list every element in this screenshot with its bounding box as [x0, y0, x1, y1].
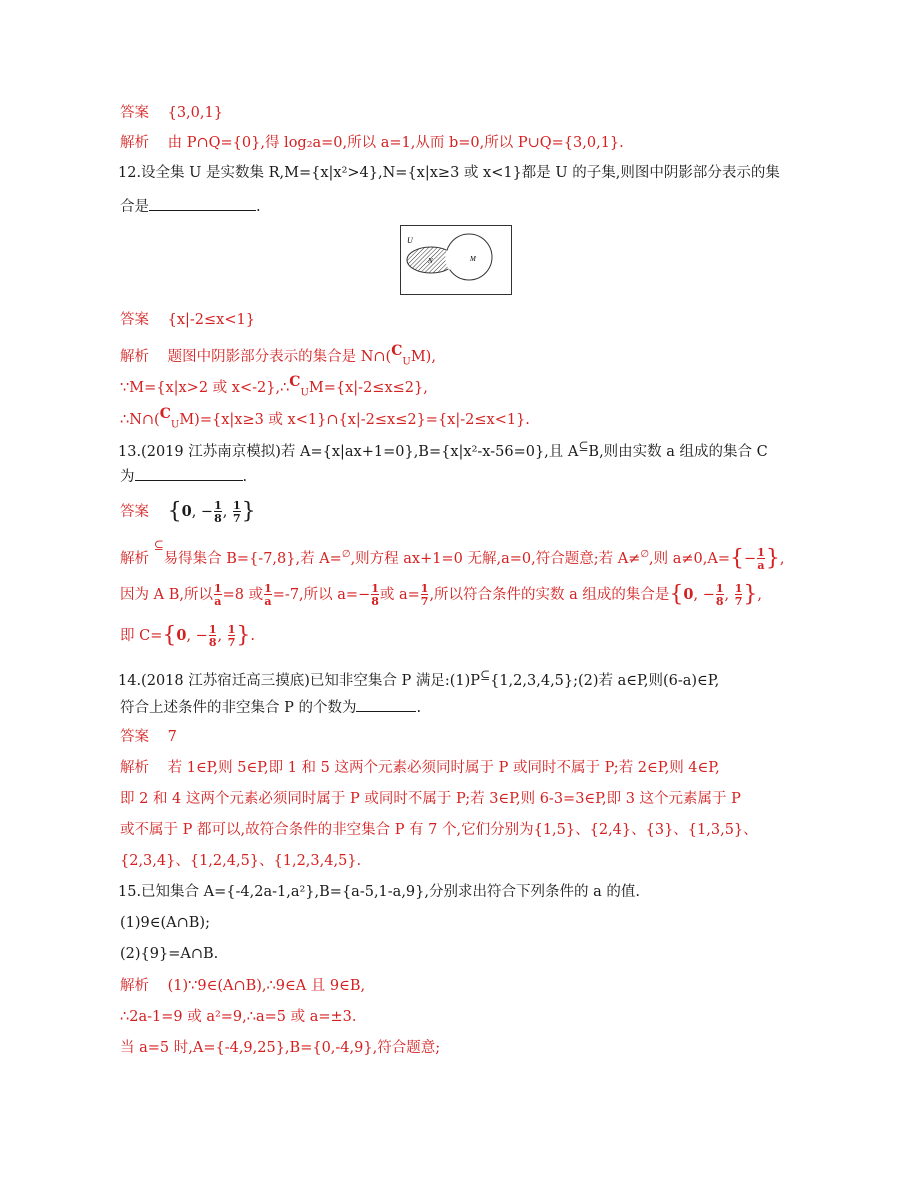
- q12-answer: [120, 310, 255, 330]
- q12-line2-text: 合是: [120, 199, 149, 215]
- numerator: 1: [264, 582, 272, 595]
- q13-answer-set: {0, − $\frac{1}{8}$ , $\frac{1}{7}$ }: [167, 499, 256, 525]
- set-element-zero: 0: [181, 503, 192, 520]
- denominator: a: [757, 558, 765, 572]
- q12-question-line2: [120, 196, 261, 217]
- q14-a1: 若 1∈P,则 5∈P,即 1 和 5 这两个元素必须同时属于 P 或同时不属于 P;若 2∈P,则 4∈P,: [167, 760, 720, 776]
- analysis-label: 解析: [120, 760, 149, 776]
- q13-line1-pre: 13.(2019 江苏南京模拟)若 A={x|ax+1=0},B={x|x²-x-56=0},且 A: [118, 443, 579, 460]
- fraction-one-over-a: [214, 583, 222, 607]
- q11-answer-value: {3,0,1}: [167, 105, 223, 121]
- denominator: 8: [371, 595, 379, 608]
- answer-blank: [149, 196, 256, 211]
- q14-line1-pre: 14.(2018 江苏宿迁高三摸底)已知非空集合 P 满足:(1)P: [118, 672, 481, 689]
- analysis-label: 解析: [120, 978, 149, 994]
- q13-a2-text2: =8 或: [222, 587, 264, 603]
- q15-analysis-line3: 当 a=5 时,A={-4,9,25},B={0,-4,9},符合题意;: [120, 1040, 441, 1056]
- separator: ,: [222, 504, 228, 520]
- empty-set-symbol: ∅: [341, 549, 351, 560]
- q15-analysis-line2: ∴2a-1=9 或 a²=9,∴a=5 或 a=±3.: [120, 1009, 357, 1025]
- analysis-label: 解析: [120, 348, 149, 365]
- q13-question-line1: [118, 436, 768, 462]
- q15-analysis-line1: [120, 976, 365, 996]
- answer-label: 答案: [120, 105, 149, 121]
- complement-symbol: C: [159, 406, 171, 422]
- fraction-one-seventh: [233, 500, 241, 524]
- q15-question-line3: (2){9}=A∩B.: [120, 946, 219, 962]
- q14-analysis-line2: 即 2 和 4 这两个元素必须同时属于 P 或同时不属于 P;若 3∈P,则 6-3=3∈P,即 3 这个元素属于 P: [120, 791, 741, 807]
- q13-a2-text4: 或 a=: [379, 587, 420, 603]
- complement-subscript: U: [402, 356, 411, 368]
- numerator: 1: [214, 499, 222, 512]
- subset-symbol: ⊆: [153, 538, 164, 552]
- q14-answer: [120, 727, 177, 747]
- q13-a2-text3: =-7,所以 a=: [272, 587, 359, 603]
- empty-set-symbol: ∅: [640, 549, 650, 560]
- numerator: 1: [232, 499, 241, 512]
- q12-analysis-line1: [120, 341, 436, 373]
- q13-question-line2: [120, 466, 247, 487]
- q14-analysis-line1: [120, 758, 720, 778]
- q14-line2-end: .: [416, 700, 422, 716]
- minus-sign: −: [200, 504, 214, 520]
- q14-question-line2: [120, 697, 421, 718]
- denominator: a: [264, 595, 272, 608]
- q15-question-line2: (1)9∈(A∩B);: [120, 915, 210, 931]
- fraction-one-eighth: [214, 500, 222, 524]
- q13-a3-end: .: [250, 628, 255, 644]
- q12-a1-post: M),: [410, 348, 436, 365]
- q11-analysis: [120, 133, 624, 153]
- analysis-label: 解析: [120, 550, 149, 567]
- venn-label-m: M: [470, 255, 476, 263]
- q13-line2-end: .: [242, 469, 248, 485]
- analysis-label: 解析: [120, 135, 149, 151]
- fraction-one-seventh: [421, 583, 429, 607]
- complement-symbol: C: [289, 374, 301, 390]
- numerator: 1: [757, 545, 765, 559]
- complement-symbol: C: [391, 343, 403, 359]
- q13-a2-text1: 因为 A B,所以: [120, 587, 213, 603]
- numerator: 1: [371, 582, 379, 595]
- q12-question-line1: 12.设全集 U 是实数集 R,M={x|x²>4},N={x|x≥3 或 x<1}都是 U 的子集,则图中阴影部分表示的集: [118, 165, 780, 181]
- answer-blank: [356, 697, 416, 712]
- complement-subscript: U: [170, 419, 180, 431]
- answer-label: 答案: [120, 312, 149, 328]
- q11-analysis-text: 由 P∩Q={0},得 log₂a=0,所以 a=1,从而 b=0,所以 P∪Q={3,0,1}.: [167, 135, 624, 151]
- q14-line1-post: {1,2,3,4,5};(2)若 a∈P,则(6-a)∈P,: [490, 672, 720, 689]
- q14-line2-text: 符合上述条件的非空集合 P 的个数为: [120, 700, 357, 716]
- q12-analysis-line3: [120, 404, 530, 436]
- q13-a2-text5: ,所以符合条件的实数 a 组成的集合是: [429, 587, 670, 603]
- q13-answer: [120, 500, 256, 528]
- venn-label-u: U: [407, 236, 413, 245]
- q15-a1: (1)∵9∈(A∩B),∴9∈A 且 9∈B,: [167, 978, 366, 994]
- q13-a1-text2: ,则方程 ax+1=0 无解,a=0,符合题意;若 A≠: [350, 550, 641, 567]
- q14-analysis-line4: {2,3,4}、{1,2,4,5}、{1,2,3,4,5}.: [120, 853, 362, 869]
- fraction-one-eighth: [371, 583, 379, 607]
- denominator: 8: [214, 512, 222, 525]
- q12-a2-pre: ∵M={x|x>2 或 x<-2},∴: [120, 379, 290, 396]
- q13-line2-text: 为: [120, 469, 135, 485]
- numerator: 1: [213, 582, 222, 595]
- answer-blank: [135, 466, 243, 481]
- separator: ,: [191, 504, 197, 520]
- fraction-one-over-a: [757, 547, 765, 571]
- q15-question-line1: 15.已知集合 A={-4,2a-1,a²},B={a-5,1-a,9},分别求出符合下列条件的 a 的值.: [118, 884, 640, 900]
- q13-analysis-line1: 解析 ⊆易得集合 B={-7,8},若 A=∅,则方程 ax+1=0 无解,a=0,符合题意;若 A≠∅,则 a≠0,A={− $\frac{1}{a}$ },: [120, 538, 785, 572]
- q12-a2-post: M={x|-2≤x≤2},: [308, 379, 428, 396]
- q11-answer: [120, 103, 223, 123]
- q12-line2-end: .: [256, 199, 261, 215]
- q13-a1-text3: ,则 a≠0,A=: [649, 550, 731, 567]
- answer-label: 答案: [120, 729, 149, 745]
- answer-label: 答案: [120, 504, 149, 520]
- q13-line1-post: B,则由实数 a 组成的集合 C: [588, 443, 768, 460]
- q12-analysis-line2: [120, 372, 428, 404]
- numerator: 1: [420, 582, 429, 595]
- complement-subscript: U: [300, 387, 309, 399]
- denominator: a: [214, 595, 222, 608]
- fraction-one-over-a: [264, 583, 272, 607]
- q14-question-line1: [118, 665, 719, 691]
- q12-a1-pre: 题图中阴影部分表示的集合是 N∩(: [167, 348, 392, 365]
- subset-symbol: ⊆: [480, 668, 491, 682]
- q13-analysis-line3: 即 C={0, − $\frac{1}{8}$ , $\frac{1}{7}$ }.: [120, 623, 255, 649]
- q12-answer-value: {x|-2≤x<1}: [167, 312, 255, 328]
- q12-a3-post: M)={x|x≥3 或 x<1}∩{x|-2≤x≤2}={x|-2≤x<1}.: [179, 411, 530, 428]
- q13-analysis-line2: 因为 A B,所以 $\frac{1}{a}$ =8 或 $\frac{1}{a}$ =-7,所以 a=− $\frac{1}{8}$ 或 a= $\frac{1}{7}$ ,所以符合条件的实数 a 组成的集合是{0, − $\frac{1}{8}$ , $\frac{1}{7}$ },: [120, 582, 763, 608]
- subset-symbol: ⊆: [578, 439, 589, 453]
- q14-analysis-line3: 或不属于 P 都可以,故符合条件的非空集合 P 有 7 个,它们分别为{1,5}、{2,4}、{3}、{1,3,5}、: [120, 822, 758, 838]
- q13-a3-text1: 即 C=: [120, 628, 163, 644]
- q14-answer-value: 7: [167, 729, 177, 745]
- q13-a1-text1: 易得集合 B={-7,8},若 A=: [163, 550, 342, 567]
- denominator: 7: [232, 512, 241, 525]
- venn-label-n: N: [428, 257, 433, 265]
- denominator: 7: [420, 595, 429, 608]
- venn-diagram: [400, 225, 512, 295]
- q12-a3-pre: ∴N∩(: [120, 411, 160, 428]
